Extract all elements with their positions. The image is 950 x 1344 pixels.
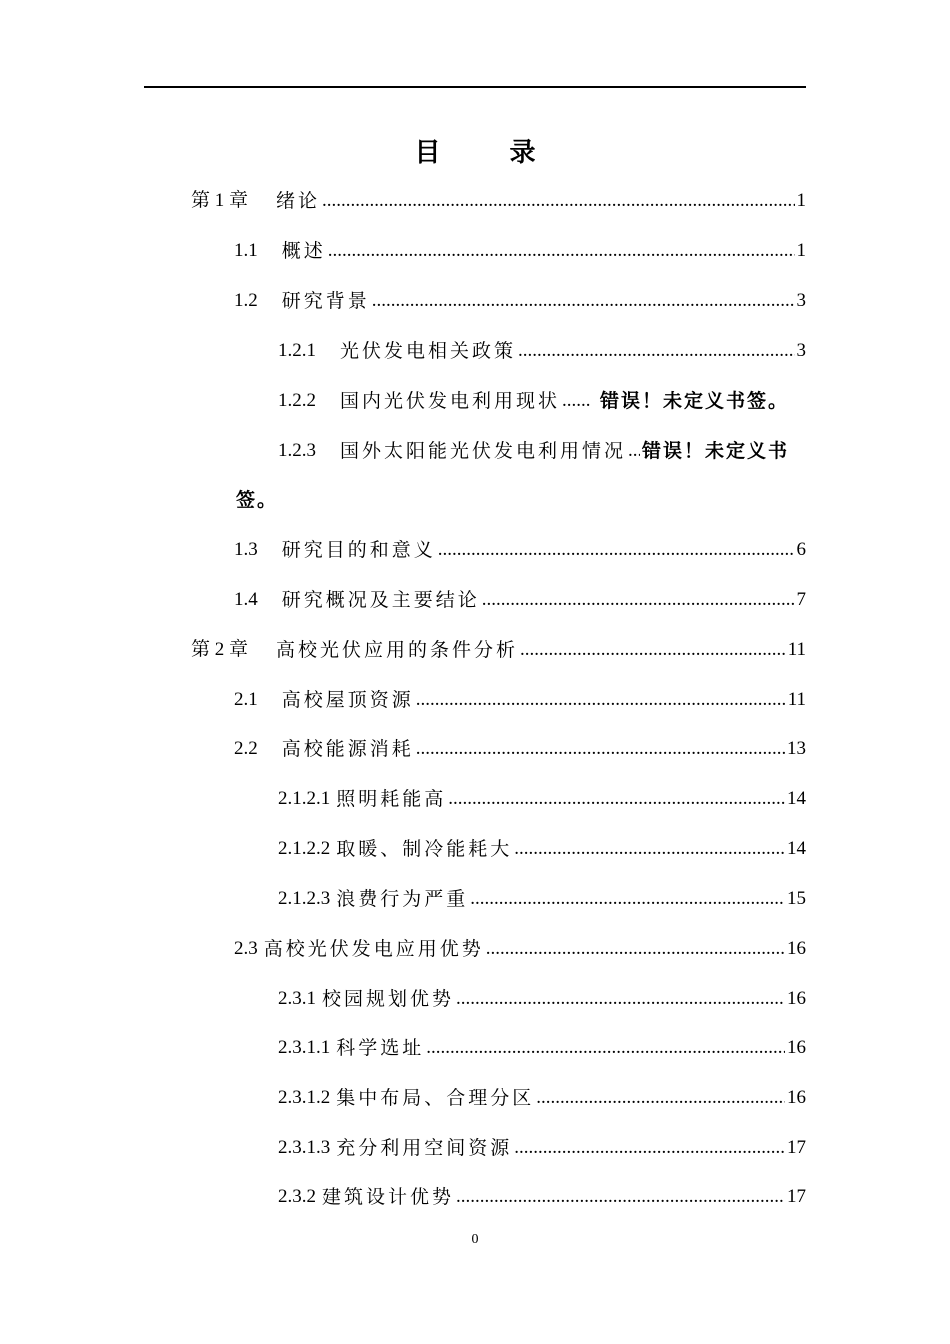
toc-entry-number: 1.3 xyxy=(234,539,258,560)
toc-entry-page: 3 xyxy=(796,290,806,311)
toc-entry-2-3-2[interactable] xyxy=(278,1182,806,1212)
toc-entry-text: 国外太阳能光伏发电利用情况 xyxy=(340,440,627,462)
toc-entry-chapter-2[interactable] xyxy=(191,635,806,665)
toc-entry-page: 17 xyxy=(787,1137,806,1158)
toc-entry-2-2[interactable] xyxy=(234,734,806,764)
toc-entry-text: 高校光伏发电应用优势 xyxy=(263,938,484,960)
toc-entry-chapter-1[interactable] xyxy=(191,186,806,216)
toc-leader-dots xyxy=(322,186,794,216)
toc-entry-page: 11 xyxy=(787,689,806,710)
toc-entry-text: 高校能源消耗 xyxy=(281,738,414,760)
toc-entry-text: 取暖、制冷能耗大 xyxy=(336,838,513,860)
toc-entry-number: 2.1.2.3 xyxy=(278,888,331,909)
toc-entry-number: 1.1 xyxy=(234,240,258,261)
toc-entry-page: 13 xyxy=(787,738,806,759)
toc-entry-2-3-1-3[interactable] xyxy=(278,1133,806,1163)
toc-entry-text: 光伏发电相关政策 xyxy=(340,340,517,362)
toc-leader-dots xyxy=(520,635,786,665)
toc-leader-dots xyxy=(448,784,785,814)
toc-entry-page: 17 xyxy=(787,1186,806,1207)
toc-leader-dots xyxy=(328,236,795,266)
toc-entry-number: 1.2 xyxy=(234,290,258,311)
toc-entry-1-2-3[interactable] xyxy=(278,436,806,466)
toc-entry-2-1-2-1[interactable] xyxy=(278,784,806,814)
toc-entry-number: 1.2.2 xyxy=(278,390,316,411)
toc-entry-text: 校园规划优势 xyxy=(322,988,455,1010)
toc-entry-number: 2.1.2.1 xyxy=(278,788,331,809)
toc-entry-number: 2.1.2.2 xyxy=(278,838,331,859)
toc-entry-text: 高校光伏应用的条件分析 xyxy=(276,639,519,661)
toc-entry-1-3[interactable] xyxy=(234,535,806,565)
toc-entry-text: 概述 xyxy=(281,240,326,262)
toc-entry-number: 1.2.3 xyxy=(278,440,316,461)
toc-entry-page: 16 xyxy=(787,938,806,959)
toc-entry-text: 高校屋顶资源 xyxy=(281,689,414,711)
toc-entry-number: 2.3.1 xyxy=(278,988,316,1009)
toc-leader-dots xyxy=(562,386,598,416)
toc-entry-number: 2.2 xyxy=(234,738,258,759)
toc-entry-2-3[interactable] xyxy=(234,934,806,964)
toc-entry-2-3-1[interactable] xyxy=(278,984,806,1014)
toc-entry-text: 国内光伏发电利用现状 xyxy=(340,390,561,412)
toc-entry-2-1-2-3[interactable] xyxy=(278,884,806,914)
toc-entry-2-1-2-2[interactable] xyxy=(278,834,806,864)
toc-entry-page: 6 xyxy=(796,539,806,560)
toc-leader-dots xyxy=(486,934,785,964)
toc-entry-text: 研究概况及主要结论 xyxy=(281,589,480,611)
toc-entry-number: 2.3 xyxy=(234,938,258,959)
toc-leader-dots xyxy=(470,884,785,914)
toc-entry-text: 集中布局、合理分区 xyxy=(336,1087,535,1109)
toc-entry-2-3-1-1[interactable] xyxy=(278,1033,806,1063)
toc-entry-number: 第 2 章 xyxy=(191,639,249,660)
toc-entry-1-2-1[interactable] xyxy=(278,336,806,366)
toc-leader-dots xyxy=(514,1133,785,1163)
toc-entry-text: 绪论 xyxy=(276,190,321,212)
toc-entry-1-4[interactable] xyxy=(234,585,806,615)
toc-entry-text: 建筑设计优势 xyxy=(322,1186,455,1208)
toc-entry-page: 16 xyxy=(787,1037,806,1058)
toc-entry-page: 16 xyxy=(787,1087,806,1108)
toc-entry-text: 照明耗能高 xyxy=(336,788,447,810)
toc-entry-page: 3 xyxy=(796,340,806,361)
toc-leader-dots xyxy=(628,436,640,466)
toc-leader-dots xyxy=(482,585,795,615)
toc-entry-page: 14 xyxy=(787,838,806,859)
toc-leader-dots xyxy=(438,535,795,565)
toc-entry-text: 浪费行为严重 xyxy=(336,888,469,910)
toc-entry-page: 16 xyxy=(787,988,806,1009)
toc-entry-page: 15 xyxy=(787,888,806,909)
toc-entry-page: 1 xyxy=(796,240,806,261)
toc-entry-page: 14 xyxy=(787,788,806,809)
toc-leader-dots xyxy=(456,984,785,1014)
toc-error-message: 错误！未定义书签。 xyxy=(600,390,790,412)
toc-leader-dots xyxy=(372,286,795,316)
toc-leader-dots xyxy=(416,685,786,715)
toc-entry-1-2-2[interactable] xyxy=(278,386,806,416)
toc-entry-number: 2.3.1.3 xyxy=(278,1137,331,1158)
page-number: 0 xyxy=(471,1232,479,1247)
toc-entry-2-1[interactable] xyxy=(234,685,806,715)
toc-entry-page: 11 xyxy=(787,639,806,660)
toc-entry-number: 第 1 章 xyxy=(191,190,249,211)
toc-entry-number: 2.3.2 xyxy=(278,1186,316,1207)
toc-leader-dots xyxy=(416,734,785,764)
toc-entry-text: 研究目的和意义 xyxy=(281,539,436,561)
toc-entry-text: 充分利用空间资源 xyxy=(336,1137,513,1159)
header-rule xyxy=(144,86,806,88)
toc-entry-number: 2.1 xyxy=(234,689,258,710)
toc-error-message-continued: 签。 xyxy=(236,489,279,511)
toc-leader-dots xyxy=(536,1083,785,1113)
toc-entry-2-3-1-2[interactable] xyxy=(278,1083,806,1113)
toc-entry-text: 研究背景 xyxy=(281,290,370,312)
toc-leader-dots xyxy=(514,834,785,864)
toc-entry-number: 2.3.1.2 xyxy=(278,1087,331,1108)
toc-entry-1-1[interactable] xyxy=(234,236,806,266)
toc-entry-number: 1.4 xyxy=(234,589,258,610)
toc-leader-dots xyxy=(518,336,794,366)
toc-entry-page: 1 xyxy=(796,190,806,211)
toc-entry-number: 1.2.1 xyxy=(278,340,316,361)
toc-leader-dots xyxy=(456,1182,785,1212)
toc-entry-page: 7 xyxy=(796,589,806,610)
toc-leader-dots xyxy=(426,1033,785,1063)
toc-error-message: 错误！未定义书 xyxy=(642,440,790,462)
toc-entry-number: 2.3.1.1 xyxy=(278,1037,331,1058)
toc-title: 目 录 xyxy=(414,138,566,168)
toc-entry-text: 科学选址 xyxy=(336,1037,425,1059)
toc-entry-1-2[interactable] xyxy=(234,286,806,316)
